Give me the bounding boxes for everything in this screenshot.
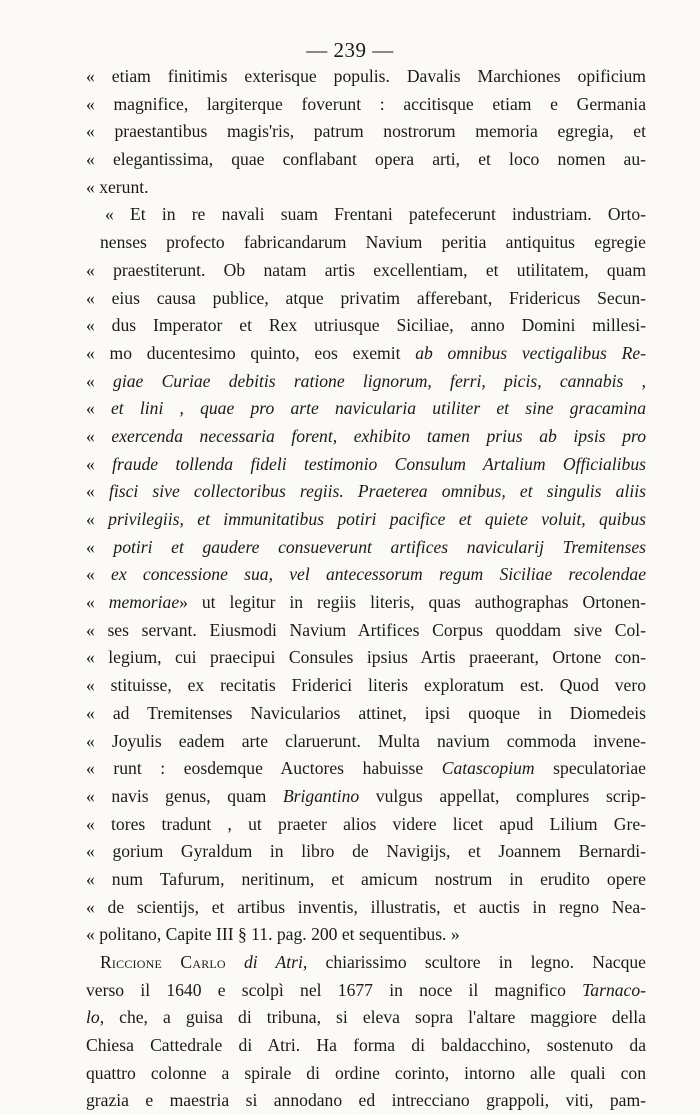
text-line bbox=[86, 644, 646, 672]
text-line bbox=[86, 174, 646, 202]
text-segment: « gorium Gyraldum in libro de Navigijs, et Joannem Bernardi- bbox=[86, 841, 646, 862]
text-segment: « magnifice, largiterque foverunt : accitisque etiam e Germania bbox=[86, 93, 646, 114]
text-line bbox=[86, 423, 646, 451]
text-segment: « de scientijs, et artibus inventis, illustratis, et auctis in regno Nea- bbox=[86, 896, 646, 917]
text-segment: « praestantibus magis'ris, patrum nostrorum memoria egregia, et bbox=[86, 121, 646, 142]
text-line bbox=[86, 285, 646, 313]
text-segment: « Joyulis eadem arte claruerunt. Multa navium commoda invene- bbox=[86, 730, 646, 751]
text-segment: speculatoriae bbox=[534, 758, 646, 779]
text-line bbox=[86, 451, 646, 479]
text-line bbox=[86, 977, 646, 1005]
page-body-text bbox=[86, 63, 646, 1115]
text-line bbox=[86, 921, 646, 949]
text-segment: « runt : eosdemque Auctores habuisse bbox=[86, 758, 442, 779]
text-line bbox=[86, 368, 646, 396]
text-segment: « mo ducentesimo quinto, eos exemit bbox=[86, 342, 416, 363]
text-segment: « num Tafurum, neritinum, et amicum nostrum in erudito opere bbox=[86, 868, 646, 889]
text-line bbox=[86, 229, 646, 257]
italic-text: Tarnaco- bbox=[582, 979, 646, 1000]
text-line bbox=[86, 395, 646, 423]
text-segment: « etiam finitimis exterisque populis. Davalis Marchiones opificium bbox=[86, 66, 646, 86]
text-segment: , che, a guisa di tribuna, si eleva sopra l'altare maggiore della bbox=[99, 1007, 646, 1028]
text-line bbox=[86, 755, 646, 783]
italic-text: ex concessione sua, vel antecessorum regum Siciliae recolendae bbox=[111, 564, 646, 585]
page-number: — 239 — bbox=[306, 38, 394, 62]
text-segment: vulgus appellat, complures scrip- bbox=[359, 785, 646, 806]
text-line bbox=[86, 312, 646, 340]
text-segment: « bbox=[86, 370, 114, 391]
italic-text: fraude tollenda fideli testimonio Consulum Artalium Officialibus bbox=[112, 453, 646, 474]
text-line bbox=[86, 561, 646, 589]
italic-text: potiri et gaudere consueverunt artifices navicularij Tremitenses bbox=[113, 536, 646, 557]
text-segment: Chiesa Cattedrale di Atri. Ha forma di baldacchino, sostenuto da bbox=[86, 1035, 646, 1056]
text-segment: « bbox=[86, 398, 111, 419]
text-segment: « bbox=[86, 481, 109, 502]
text-line bbox=[86, 1004, 646, 1032]
text-segment: « stituisse, ex recitatis Friderici literis exploratum est. Quod vero bbox=[86, 675, 646, 696]
italic-text: fisci sive collectoribus regiis. Praeterea omnibus, et singulis aliis bbox=[108, 481, 646, 502]
text-line bbox=[86, 838, 646, 866]
text-line bbox=[86, 146, 646, 174]
italic-text: giae Curiae debitis ratione lignorum, ferri, picis, cannabis bbox=[113, 370, 624, 391]
text-segment: quattro colonne a spirale di ordine corinto, intorno alle quali con bbox=[86, 1062, 646, 1083]
text-line bbox=[86, 617, 646, 645]
text-segment: » ut legitur in regiis literis, quas authographas Ortonen- bbox=[179, 592, 646, 613]
text-segment: « navis genus, quam bbox=[86, 785, 283, 806]
text-segment: « ses servant. Eiusmodi Navium Artifices Corpus quoddam sive Col- bbox=[86, 619, 646, 640]
italic-text: lo bbox=[86, 1007, 100, 1028]
text-segment: « praestiterunt. Ob natam artis excellentiam, et utilitatem, quam bbox=[86, 259, 646, 280]
text-line bbox=[86, 534, 646, 562]
italic-text: privilegiis, et immunitatibus potiri pacifice et quiete voluit, quibus bbox=[108, 509, 646, 529]
text-segment: « eius causa publice, atque privatim afferebant, Fridericus Secun- bbox=[86, 287, 646, 308]
text-line bbox=[86, 1060, 646, 1088]
text-line bbox=[86, 1032, 646, 1060]
text-segment: , bbox=[623, 370, 646, 391]
text-segment: « ad Tremitenses Navicularios attinet, ipsi quoque in Diomedeis bbox=[86, 702, 646, 723]
text-line bbox=[86, 700, 646, 728]
text-line bbox=[86, 478, 646, 506]
text-line bbox=[86, 257, 646, 285]
text-line bbox=[86, 63, 646, 91]
text-segment: « tores tradunt , ut praeter alios videre licet apud Lilium Gre- bbox=[86, 813, 646, 834]
text-line bbox=[86, 340, 646, 368]
italic-text: Brigantino bbox=[282, 785, 360, 806]
text-line bbox=[86, 506, 646, 534]
text-segment: « dus Imperator et Rex utriusque Siciliae, anno Domini millesi- bbox=[86, 315, 646, 336]
text-segment: « legium, cui praecipui Consules ipsius Artis praeerant, Ortone con- bbox=[86, 647, 646, 668]
text-segment: « politano, Capite III § 11. pag. 200 et sequentibus. » bbox=[86, 924, 460, 945]
text-line bbox=[86, 894, 646, 922]
text-segment: nenses profecto fabricandarum Navium peritia antiquitus egregie bbox=[100, 232, 646, 253]
text-segment: « bbox=[86, 564, 112, 585]
text-line bbox=[86, 728, 646, 756]
text-line bbox=[86, 811, 646, 839]
italic-text: et lini , quae pro arte navicularia utiliter et sine gracamina bbox=[110, 398, 646, 419]
italic-text: ab omnibus vectigalibus Re- bbox=[415, 342, 646, 363]
italic-text: memoriae bbox=[108, 592, 180, 613]
italic-text: Catascopium bbox=[441, 758, 535, 779]
text-segment: « bbox=[86, 453, 113, 474]
text-line bbox=[86, 672, 646, 700]
italic-text: exercenda necessaria forent, exhibito tamen prius ab ipsis pro bbox=[111, 425, 646, 446]
text-segment: « bbox=[86, 425, 112, 446]
text-segment: « elegantissima, quae conflabant opera arti, et loco nomen au- bbox=[86, 149, 646, 170]
text-line bbox=[86, 783, 646, 811]
italic-text: di Atri bbox=[225, 952, 303, 972]
text-line bbox=[86, 91, 646, 119]
text-line bbox=[86, 1087, 646, 1115]
text-segment: « bbox=[86, 536, 114, 557]
text-line bbox=[86, 118, 646, 146]
small-caps-name: Riccione Carlo bbox=[100, 952, 226, 972]
text-segment: , chiarissimo scultore in legno. Nacque bbox=[302, 952, 646, 972]
text-segment: « xerunt. bbox=[86, 176, 149, 197]
text-segment: « bbox=[86, 509, 109, 529]
text-line bbox=[86, 949, 646, 977]
text-line bbox=[86, 589, 646, 617]
text-line bbox=[86, 201, 646, 229]
text-segment: grazia e maestria si annodano ed intrecciano grappoli, viti, pam- bbox=[86, 1090, 646, 1111]
text-line bbox=[86, 866, 646, 894]
text-segment: verso il 1640 e scolpì nel 1677 in noce il magnifico bbox=[86, 979, 583, 1000]
text-segment: « Et in re navali suam Frentani patefecerunt industriam. Orto- bbox=[105, 204, 646, 225]
text-segment: « bbox=[86, 592, 109, 613]
